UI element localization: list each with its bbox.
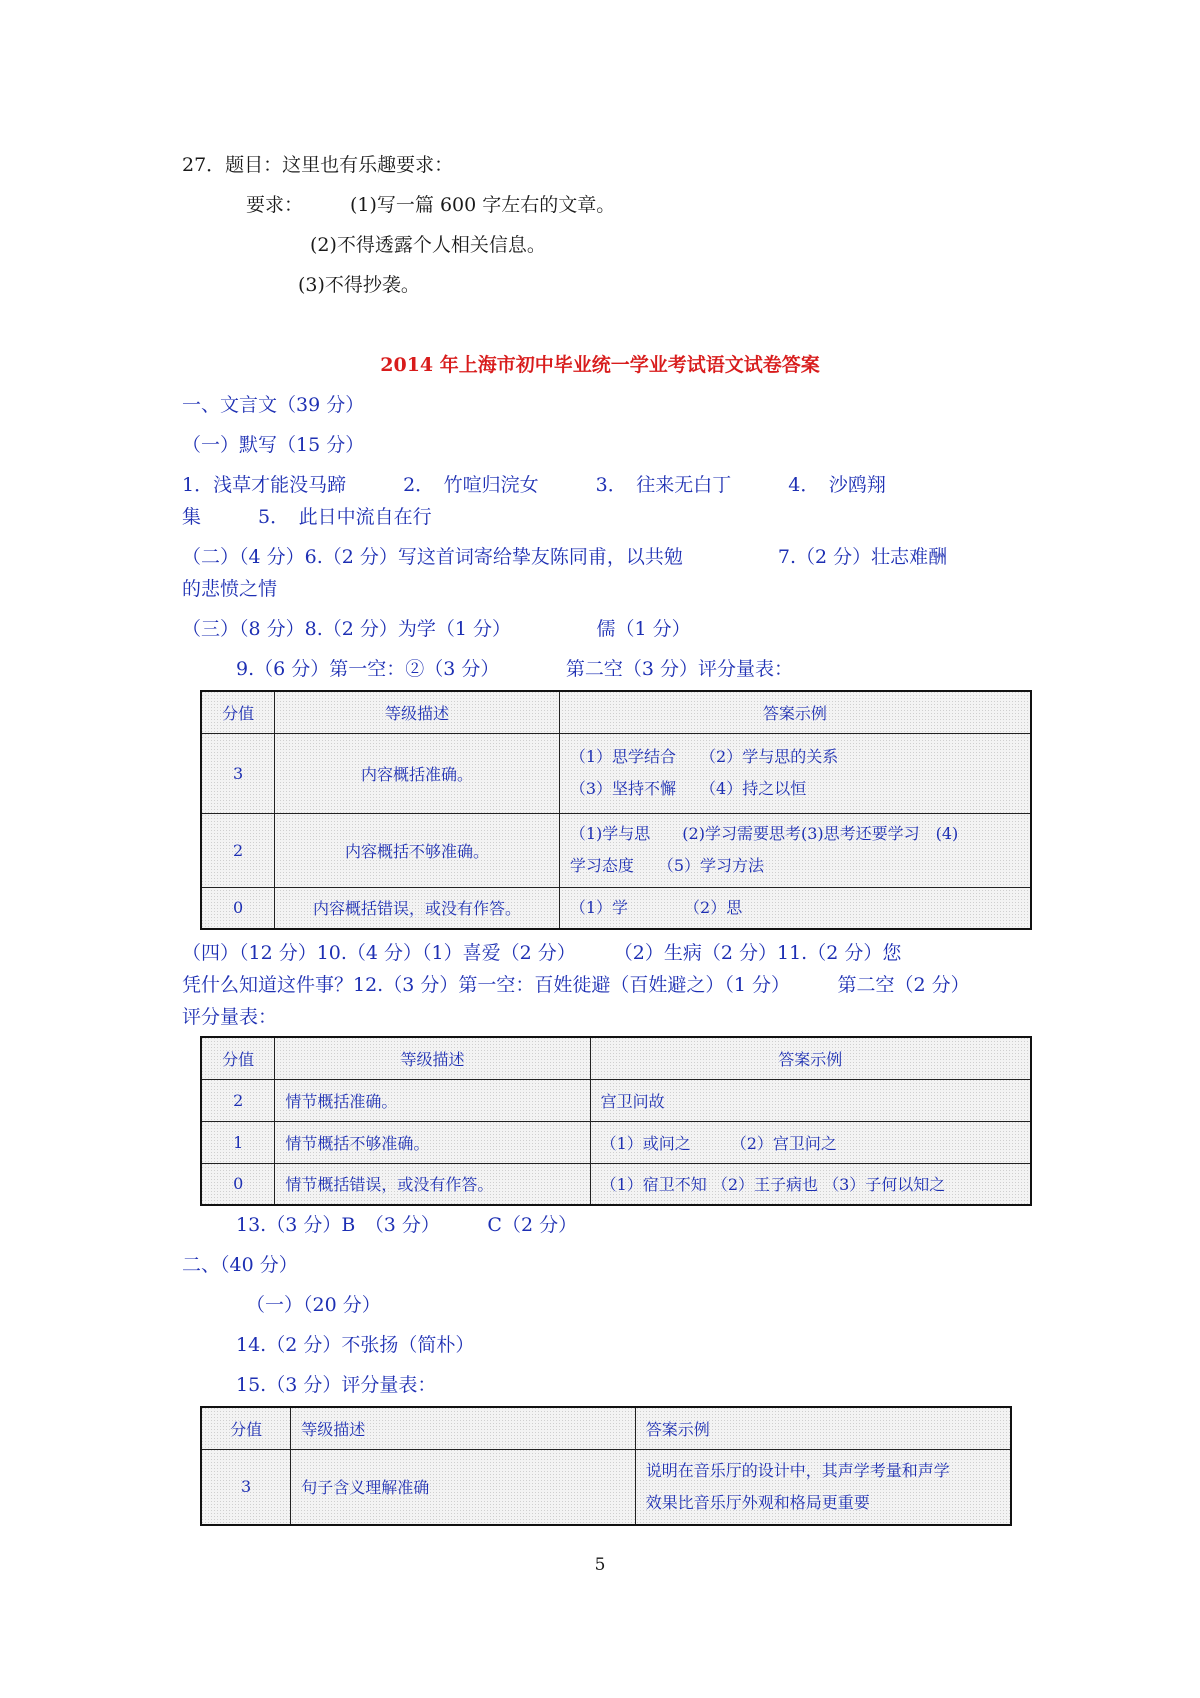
score-cell: 2 [201,813,275,887]
score-cell: 3 [201,733,275,813]
scoring-table-q12 [200,1036,1032,1206]
description-cell: 内容概括错误，或没有作答。 [275,887,560,929]
table-row [201,1449,1011,1525]
section-1-2-line-b: 的悲愤之情 [182,578,278,600]
example-line: （1)学与思 (2)学习需要思考(3)思考还要学习 (4) [569,824,959,843]
q27-requirement-2: (2)不得透露个人相关信息。 [310,234,546,256]
section-2-1-heading: （一）（20 分） [246,1294,381,1316]
section-1-4-line-b: 凭什么知道这件事？12.（3 分）第一空：百姓徙避（百姓避之）（1 分） 第二空（2 分） [182,974,970,996]
q27-requirement-label: 要求： [246,194,304,216]
example-cell [559,887,1031,929]
table-header-cell: 答案示例 [559,691,1031,733]
section-1-4-line-c: 评分量表： [182,1006,278,1028]
section-1-1-heading: （一）默写（15 分） [182,434,365,456]
answer-key-title: 2014 年上海市初中毕业统一学业考试语文试卷答案 [380,354,820,376]
q27-requirement-3: (3)不得抄袭。 [298,274,420,296]
table-header-cell: 答案示例 [635,1407,1011,1449]
section-1-4-line-a: （四）（12 分）10.（4 分）（1）喜爱（2 分） （2）生病（2 分）11.（2 分）您 [182,942,902,964]
table-row [201,813,1031,887]
table-row [201,887,1031,929]
description-cell: 句子含义理解准确 [291,1449,635,1525]
description-cell: 情节概括不够准确。 [275,1121,590,1163]
description-cell: 情节概括错误，或没有作答。 [275,1163,590,1205]
example-line: （1）思学结合 （2）学与思的关系 [569,747,839,766]
answers-1-5-line-a: 1．浅草才能没马蹄 2． 竹喧归浣女 3． 往来无白丁 4． 沙鸥翔 [182,474,886,496]
section-1-heading: 一、文言文（39 分） [182,394,365,416]
scoring-table-q9 [200,690,1032,930]
score-cell: 0 [201,887,275,929]
score-cell: 0 [201,1163,275,1205]
table-header-cell: 答案示例 [590,1037,1031,1079]
table-header-cell: 等级描述 [275,691,560,733]
table-header-cell: 分值 [201,1037,275,1079]
q27-requirement-1: (1)写一篇 600 字左右的文章。 [350,194,616,216]
scoring-table-q15 [200,1406,1012,1526]
score-cell: 1 [201,1121,275,1163]
q27-title: 27．题目：这里也有乐趣要求： [182,154,454,176]
question-13-line: 13.（3 分）B （3 分） C（2 分） [236,1214,578,1236]
table-row [201,1163,1031,1205]
table-header-cell: 等级描述 [275,1037,590,1079]
description-cell: 内容概括准确。 [275,733,560,813]
page-number: 5 [594,1555,606,1575]
question-9-line: 9.（6 分）第一空：②（3 分） 第二空（3 分）评分量表： [236,658,794,680]
question-15-line: 15.（3 分）评分量表： [236,1374,437,1396]
example-cell: （1）或问之 （2）宫卫问之 [590,1121,1031,1163]
example-cell [559,733,1031,813]
table-header-cell: 分值 [201,691,275,733]
table-row [201,733,1031,813]
answers-1-5-line-b: 集 5． 此日中流自在行 [182,506,432,528]
score-cell: 2 [201,1079,275,1121]
example-cell: 宫卫问故 [590,1079,1031,1121]
section-1-3-line: （三）（8 分）8.（2 分）为学（1 分） 儒（1 分） [182,618,691,640]
example-line: 说明在音乐厅的设计中，其声学考量和声学 [645,1460,950,1480]
example-cell [559,813,1031,887]
table-row [201,1121,1031,1163]
example-line: （1）学 （2）思 [569,897,743,917]
description-cell: 内容概括不够准确。 [275,813,560,887]
table-row [201,1079,1031,1121]
example-cell: （1）宿卫不知 （2）王子病也 （3）子何以知之 [590,1163,1031,1205]
question-14-line: 14.（2 分）不张扬（简朴） [236,1334,475,1356]
table-header-cell: 等级描述 [291,1407,635,1449]
example-cell [635,1449,1011,1525]
section-1-2-line-a: （二）（4 分）6.（2 分）写这首词寄给挚友陈同甫，以共勉 7.（2 分）壮志难酬 [182,546,948,568]
example-line: 学习态度 （5）学习方法 [569,856,765,875]
score-cell: 3 [201,1449,291,1525]
section-2-heading: 二、（40 分） [182,1254,298,1276]
example-line: 效果比音乐厅外观和格局更重要 [645,1492,870,1512]
description-cell: 情节概括准确。 [275,1079,590,1121]
example-line: （3）坚持不懈 （4）持之以恒 [569,779,807,798]
table-header-cell: 分值 [201,1407,291,1449]
